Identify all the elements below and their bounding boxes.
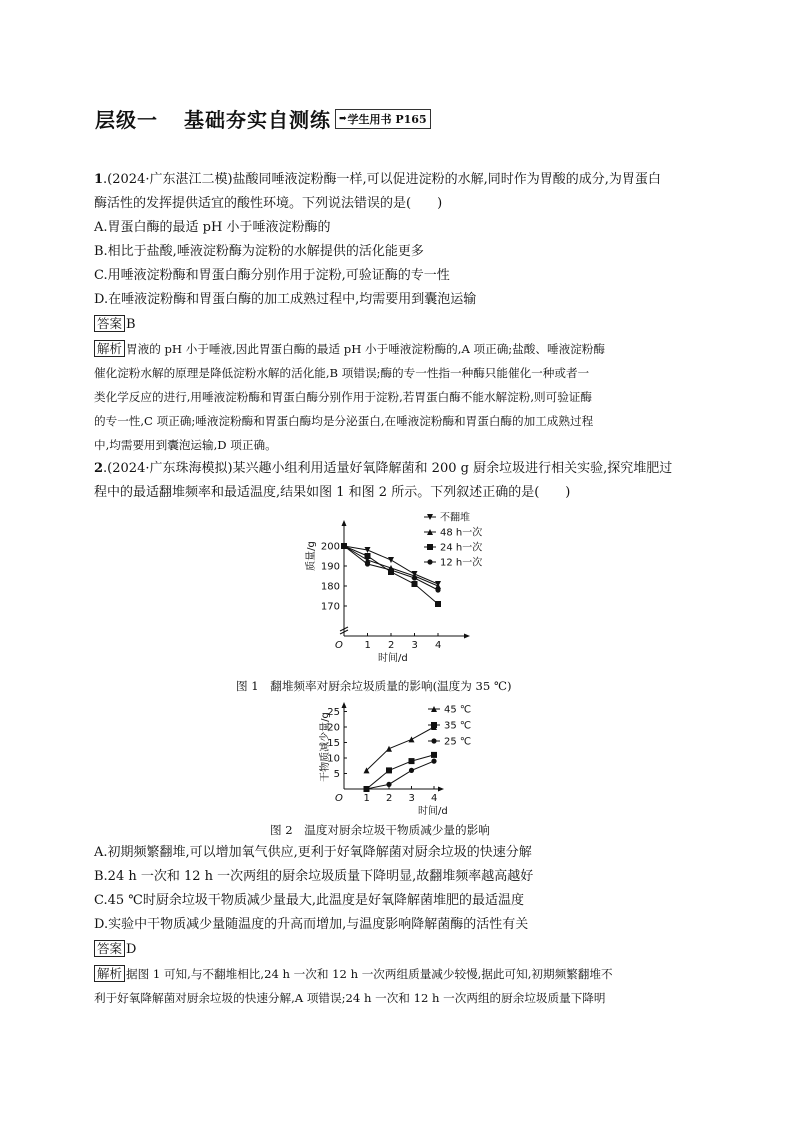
q2-option-d: D.实验中干物质减少量随温度的升高而增加,与温度影响降解菌酶的活性有关 [94, 917, 529, 932]
origin-label: O [335, 793, 343, 804]
q1-stem-line1 [94, 171, 661, 189]
q1-explain-line5: 中,均需要用到囊泡运输,D 项正确。 [94, 438, 277, 452]
y-tick-label: 25 [327, 707, 340, 718]
data-point [409, 768, 414, 773]
figure-1-caption: 图 1 翻堆频率对厨余垃圾质量的影响(温度为 35 ℃) [236, 679, 512, 693]
q1-option-b: B.相比于盐酸,唾液淀粉酶为淀粉的水解提供的活化能更多 [94, 244, 424, 259]
y-tick-label: 180 [320, 581, 340, 593]
q1-answer: B [126, 317, 136, 332]
legend-marker [427, 559, 432, 564]
legend-label: 不翻堆 [440, 512, 470, 524]
student-book-tag-text: 学生用书 P165 [347, 112, 427, 126]
student-book-tag [335, 109, 431, 129]
data-point [386, 767, 392, 773]
q1-explain-line1 [94, 340, 605, 358]
data-point [435, 587, 440, 592]
q1-explain-line4: 的专一性,C 项正确;唾液淀粉酶和胃蛋白酶均是分泌蛋白,在唾液淀粉酶和胃蛋白酶的加工成熟过程 [94, 414, 594, 428]
q1-option-c: C.用唾液淀粉酶和胃蛋白酶分别作用于淀粉,可验证酶的专一性 [94, 268, 450, 283]
y-tick-label: 20 [327, 722, 340, 734]
data-point [341, 543, 346, 548]
y-axis-arrow [342, 520, 347, 526]
data-point [365, 561, 370, 566]
x-axis-arrow [438, 787, 444, 792]
q1-stem-text1: .(2024·广东湛江二模)盐酸同唾液淀粉酶一样,可以促进淀粉的水解,同时作为胃酸的成分,为胃蛋白 [103, 172, 661, 187]
answer-label-box: 答案 [94, 315, 125, 332]
q1-number: 1 [94, 172, 104, 187]
legend-marker [431, 738, 436, 743]
figure-2 [314, 700, 494, 822]
q2-explain-line1 [94, 965, 613, 983]
data-point [365, 553, 371, 559]
legend-marker [431, 722, 437, 728]
y-tick-label: 170 [320, 601, 340, 613]
data-point [431, 759, 436, 764]
explain-label-box: 解析 [94, 965, 125, 982]
q2-option-b: B.24 h 一次和 12 h 一次两组的厨余垃圾质量下降明显,故翻堆频率越高越好 [94, 869, 534, 884]
x-axis-label: 时间/d [418, 806, 448, 817]
section-subtitle: 基础夯实自测练 [184, 108, 331, 132]
y-tick-label: 190 [320, 561, 340, 573]
q2-explain-text1: 据图 1 可知,与不翻堆相比,24 h 一次和 12 h 一次两组质量减少较慢,据此可知,初期频繁翻堆不 [126, 967, 613, 981]
x-tick-label: 1 [364, 640, 371, 651]
q2-stem-line2: 程中的最适翻堆频率和最适温度,结果如图 1 和图 2 所示。下列叙述正确的是( ) [94, 485, 571, 500]
explain-label-box: 解析 [94, 340, 125, 357]
q2-option-c: C.45 ℃时厨余垃圾干物质减少量最大,此温度是好氧降解菌堆肥的最适温度 [94, 893, 524, 908]
legend-label: 45 ℃ [444, 704, 472, 716]
figure-1-chart [300, 506, 500, 666]
answer-label-box: 答案 [94, 940, 125, 957]
y-axis-label: 干物质减少量/g [320, 712, 331, 782]
origin-label: O [335, 640, 343, 651]
x-tick-label: 4 [435, 640, 442, 651]
y-tick-label: 5 [333, 769, 340, 780]
data-point [409, 736, 415, 742]
data-point [388, 567, 393, 572]
y-tick-label: 200 [320, 541, 340, 553]
y-axis-label: 质量/g [306, 541, 317, 571]
q2-option-a: A.初期频繁翻堆,可以增加氧气供应,更利于好氧降解菌对厨余垃圾的快速分解 [94, 845, 532, 860]
legend-label: 48 h一次 [440, 527, 483, 539]
q2-stem-line1 [94, 460, 672, 478]
data-point [412, 581, 418, 587]
data-point [386, 746, 392, 752]
section-title: 层级一 [95, 108, 158, 132]
series-line [367, 727, 435, 770]
q2-answer-row [94, 940, 136, 959]
y-axis-arrow [342, 702, 347, 708]
data-point [409, 758, 415, 764]
data-point [435, 601, 441, 607]
x-tick-label: 3 [411, 640, 418, 651]
legend-label: 24 h一次 [440, 542, 483, 554]
x-tick-label: 1 [363, 793, 370, 804]
q2-answer: D [126, 942, 137, 957]
x-tick-label: 2 [388, 640, 395, 651]
data-point [364, 786, 369, 791]
y-tick-label: 10 [327, 753, 340, 765]
q1-explain-text1: 胃液的 pH 小于唾液,因此胃蛋白酶的最适 pH 小于唾液淀粉酶的,A 项正确;盐酸、唾液淀粉酶 [126, 342, 605, 356]
x-tick-label: 2 [386, 793, 393, 804]
figure-2-chart [314, 700, 494, 818]
legend-label: 25 ℃ [444, 736, 472, 748]
x-tick-label: 3 [408, 793, 415, 804]
legend-marker [427, 544, 433, 550]
q2-stem-text1: .(2024·广东珠海模拟)某兴趣小组利用适量好氧降解菌和 200 g 厨余垃圾进行相关实验,探究堆肥过 [103, 461, 673, 476]
data-point [388, 557, 394, 563]
q1-answer-row [94, 315, 136, 334]
q1-option-a: A.胃蛋白酶的最适 pH 小于唾液淀粉酶的 [94, 220, 331, 235]
legend-label: 12 h一次 [440, 557, 483, 569]
arrow-right-icon: ➡ [339, 113, 347, 124]
legend-label: 35 ℃ [444, 720, 472, 732]
data-point [386, 782, 391, 787]
q2-explain-line2: 利于好氧降解菌对厨余垃圾的快速分解,A 项错误;24 h 一次和 12 h 一次两组的厨余垃圾质量下降明 [94, 991, 606, 1005]
q2-number: 2 [94, 461, 104, 476]
x-axis-label: 时间/d [378, 653, 408, 664]
y-tick-label: 15 [327, 738, 340, 749]
x-axis-arrow [464, 634, 470, 639]
figure-1 [300, 506, 500, 670]
q1-explain-line3: 类化学反应的进行,用唾液淀粉酶和胃蛋白酶分别作用于淀粉,若胃蛋白酶不能水解淀粉,则可验证酶 [94, 390, 592, 404]
data-point [431, 752, 437, 758]
figure-2-caption: 图 2 温度对厨余垃圾干物质减少量的影响 [270, 823, 490, 837]
q1-stem-line2: 酶活性的发挥提供适宜的酸性环境。下列说法错误的是( ) [94, 196, 443, 211]
data-point [412, 575, 417, 580]
q1-explain-line2: 催化淀粉水解的原理是降低淀粉水解的活化能,B 项错误;酶的专一性指一种酶只能催化一种或者一 [94, 366, 590, 380]
section-heading [95, 104, 431, 133]
x-tick-label: 4 [431, 793, 438, 804]
q1-option-d: D.在唾液淀粉酶和胃蛋白酶的加工成熟过程中,均需要用到囊泡运输 [94, 292, 477, 307]
